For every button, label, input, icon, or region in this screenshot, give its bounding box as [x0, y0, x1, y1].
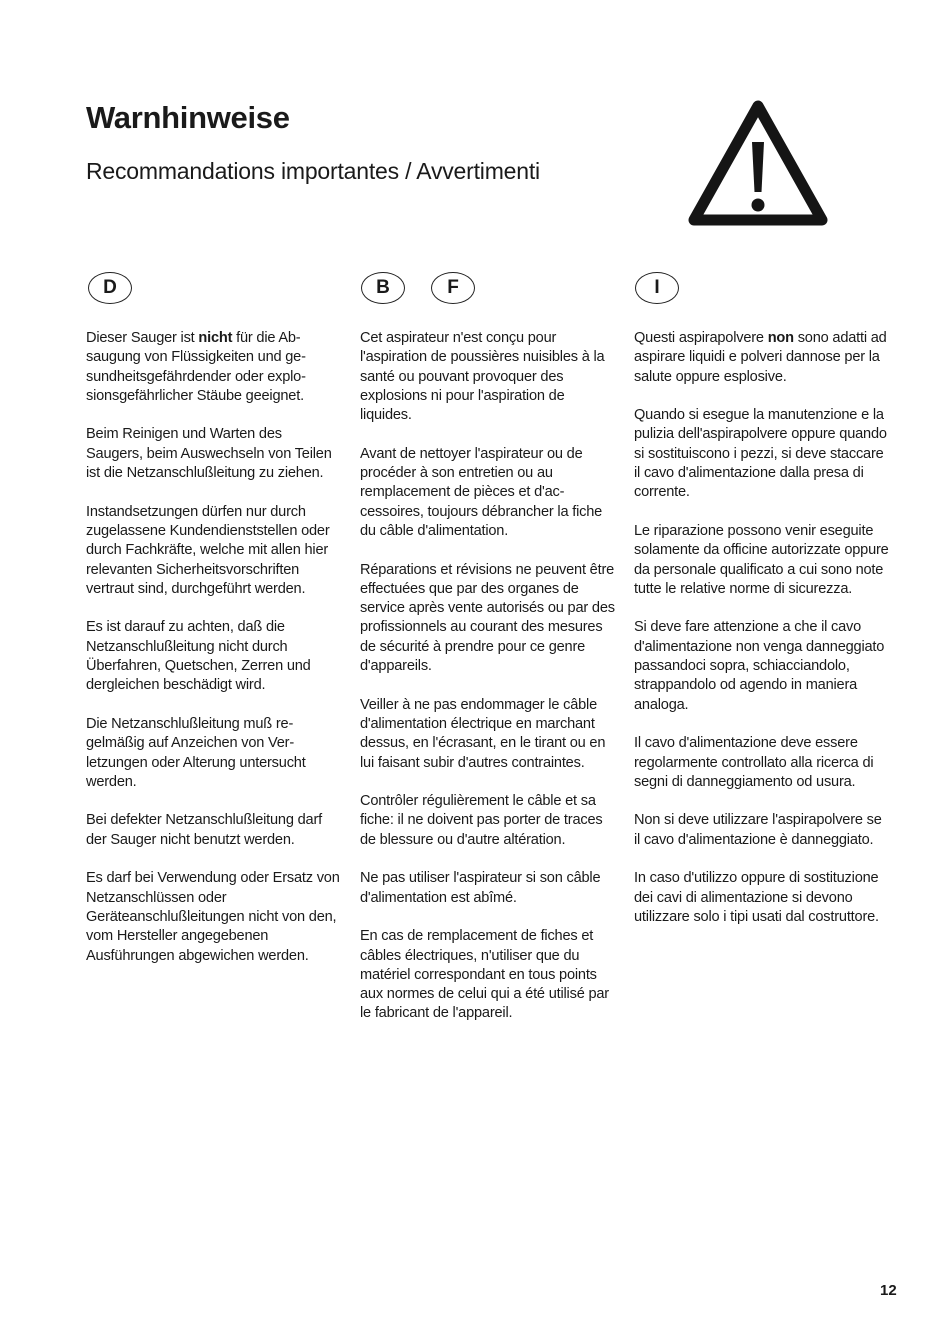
language-badge-be: B — [361, 272, 405, 304]
page-title: Warnhinweise — [86, 100, 290, 135]
german-column — [86, 329, 342, 985]
language-badge-fr: F — [431, 272, 475, 304]
paragraph: Le riparazione possono venir eseguite solamente da officine autorizzate oppure da personale qualificato a cui sono note tutte le relative norme di sicurezza. — [634, 522, 889, 597]
paragraph: Non si deve utilizzare l'aspirapolvere se il cavo d'alimentazione è danneggiato. — [634, 812, 882, 848]
paragraph: Veiller à ne pas endommager le câble d'alimentation électrique en marchant dessus, en l'écrasant, en le tirant ou en lui faisant subir d'autres contraintes. — [360, 696, 606, 771]
paragraph: Cet aspirateur n'est conçu pour l'aspiration de poussières nuisibles à la santé ou pouvant provoquer des explosions ni pour l'aspiration de liquides. — [360, 330, 605, 424]
paragraph: Quando si esegue la manutenzione e la pulizia dell'aspirapolvere oppure quando si sostituiscono i pezzi, si deve staccare il cavo d'alimentazione dalla presa di corrente. — [634, 407, 887, 501]
warning-triangle-icon — [688, 100, 828, 228]
paragraph: Si deve fare attenzione a che il cavo d'alimentazione non venga danneggiato passandoci sopra, schiacciandolo, strappandolo od agendo in maniera analoga. — [634, 619, 885, 713]
paragraph: Avant de nettoyer l'aspirateur ou de procéder à son entretien ou au remplacement de pièces et d'accessoires, toujours débrancher la fiche du câble d'alimentation. — [360, 445, 603, 539]
paragraph: Die Netzanschlußleitung muß regelmäßig auf Anzeichen von Verletzungen oder Alterung untersucht werden. — [86, 715, 306, 790]
paragraph: Ne pas utiliser l'aspirateur si son câble d'alimentation est abîmé. — [360, 870, 601, 906]
paragraph: Instandsetzungen dürfen nur durch zugelassene Kundendienststellen oder durch Fachkräfte, welche mit allen hier relevanten Sicherheitsvorschriften vertraut sind, durchgeführt werden. — [86, 503, 330, 597]
paragraph: Dieser Sauger ist nicht für die Absaugung von Flüssigkeiten und gesundheitsgefährdender oder explosionsgefährlicher Stäube geeignet. — [86, 330, 306, 404]
paragraph: Réparations et révisions ne peuvent être effectuées que par des organes de service après vente autorisés ou par des profissionnels au courant des mesures de sécurité à prendre pour ce genre d'appareils. — [360, 561, 615, 675]
paragraph: Beim Reinigen und Warten des Saugers, beim Auswechseln von Teilen ist die Netzanschlußleitung zu ziehen. — [86, 426, 332, 482]
french-column — [360, 329, 616, 1043]
paragraph: Es darf bei Verwendung oder Ersatz von Netzanschlüssen oder Geräteanschlußleitungen nicht von den, vom Hersteller angegebenen Ausführungen abgewichen werden. — [86, 870, 340, 964]
paragraph: Bei defekter Netzanschlußleitung darf der Sauger nicht benutzt werden. — [86, 812, 322, 848]
page-subtitle: Recommandations importantes / Avvertimenti — [86, 158, 540, 184]
italian-column — [634, 329, 890, 947]
paragraph: Il cavo d'alimentazione deve essere regolarmente controllato alla ricerca di segni di danneggiamento od usura. — [634, 735, 874, 790]
language-badge-it: I — [635, 272, 679, 304]
language-badge-de: D — [88, 272, 132, 304]
paragraph: Questi aspirapolvere non sono adatti ad aspirare liquidi e polveri dannose per la salute oppure esplosive. — [634, 330, 887, 385]
paragraph: En cas de remplacement de fiches et câbles électriques, n'utiliser que du matériel correspondant en tous points aux normes de celui qui a été utilisé par le fabricant de l'appareil. — [360, 928, 609, 1022]
paragraph: Contrôler régulièrement le câble et sa fiche: il ne doivent pas porter de traces de blessure ou d'autre altération. — [360, 793, 603, 848]
page-number: 12 — [880, 1282, 897, 1299]
paragraph: Es ist darauf zu achten, daß die Netzanschlußleitung nicht durch Überfahren, Quetschen, Zerren und dergleichen beschädigt wird. — [86, 619, 311, 694]
paragraph: In caso d'utilizzo oppure di sostituzione dei cavi di alimentazione si devono utilizzare solo i tipi usati dal costruttore. — [634, 870, 879, 925]
